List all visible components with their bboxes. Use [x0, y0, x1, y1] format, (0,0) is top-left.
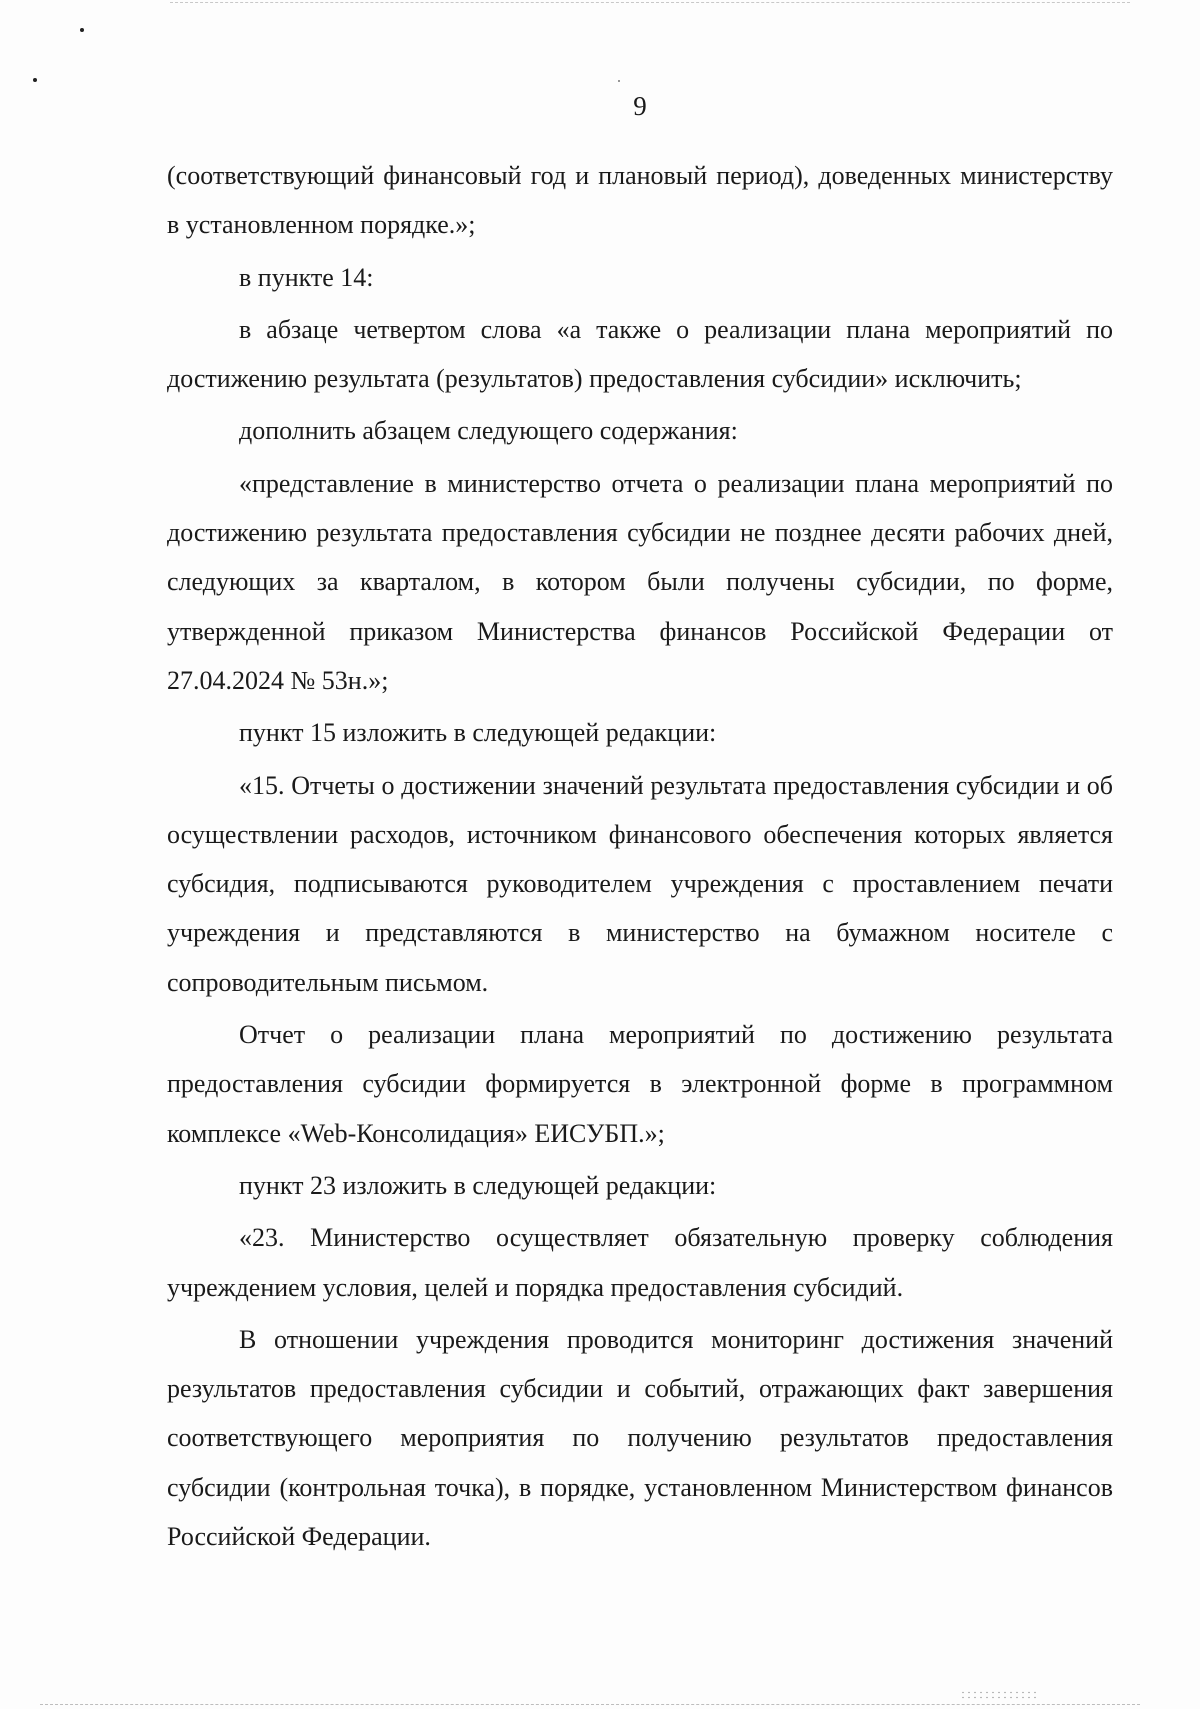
scan-noise: [960, 1690, 1040, 1700]
paragraph: «15. Отчеты о достижении значений результата предоставления субсидии и об осуществлении расходов, источником финансового обеспечения которых является субсидия, подписываются руководителем учреждения с проставлением печати учреждения и представляются в министерство на бумажном носителе с сопроводительным письмом.: [167, 770, 1113, 997]
page-number: 9: [633, 91, 647, 121]
paragraph: в пункте 14:: [239, 262, 374, 292]
scan-edge-top: [170, 2, 1130, 3]
scan-speck: [80, 28, 84, 32]
paragraph: пункт 15 изложить в следующей редакции:: [239, 718, 717, 748]
scan-speck: [33, 78, 37, 82]
paragraph: «представление в министерство отчета о реализации плана мероприятий по достижению результата предоставления субсидии не позднее десяти рабочих дней, следующих за кварталом, в котором были получены субсидии, по форме, утвержденной приказом Министерства финансов Российской Федерации от 27.04.2024 № 53н.»;: [167, 468, 1113, 695]
paragraph: в абзаце четвертом слова «а также о реализации плана мероприятий по достижению результата (результатов) предоставления субсидии» исключить;: [167, 314, 1113, 394]
scan-speck: [618, 80, 620, 82]
scan-edge-bottom: [40, 1704, 1140, 1705]
document-body: [167, 151, 1113, 1561]
paragraph: (соответствующий финансовый год и плановый период), доведенных министерству в установленном порядке.»;: [167, 161, 1113, 240]
paragraph: Отчет о реализации плана мероприятий по достижению результата предоставления субсидии формируется в электронной форме в программном комплексе «Web-Консолидация» ЕИСУБП.»;: [167, 1020, 1113, 1148]
paragraph: дополнить абзацем следующего содержания:: [239, 416, 738, 446]
paragraph: пункт 23 изложить в следующей редакции:: [239, 1170, 717, 1200]
paragraph: «23. Министерство осуществляет обязательную проверку соблюдения учреждением условия, целей и порядка предоставления субсидий.: [167, 1223, 1113, 1302]
paragraph: В отношении учреждения проводится мониторинг достижения значений результатов предоставления субсидии и событий, отражающих факт завершения соответствующего мероприятия по получению результатов предоставления субсидии (контрольная точка), в порядке, установленном Министерством финансов Российской Федерации.: [167, 1324, 1113, 1552]
